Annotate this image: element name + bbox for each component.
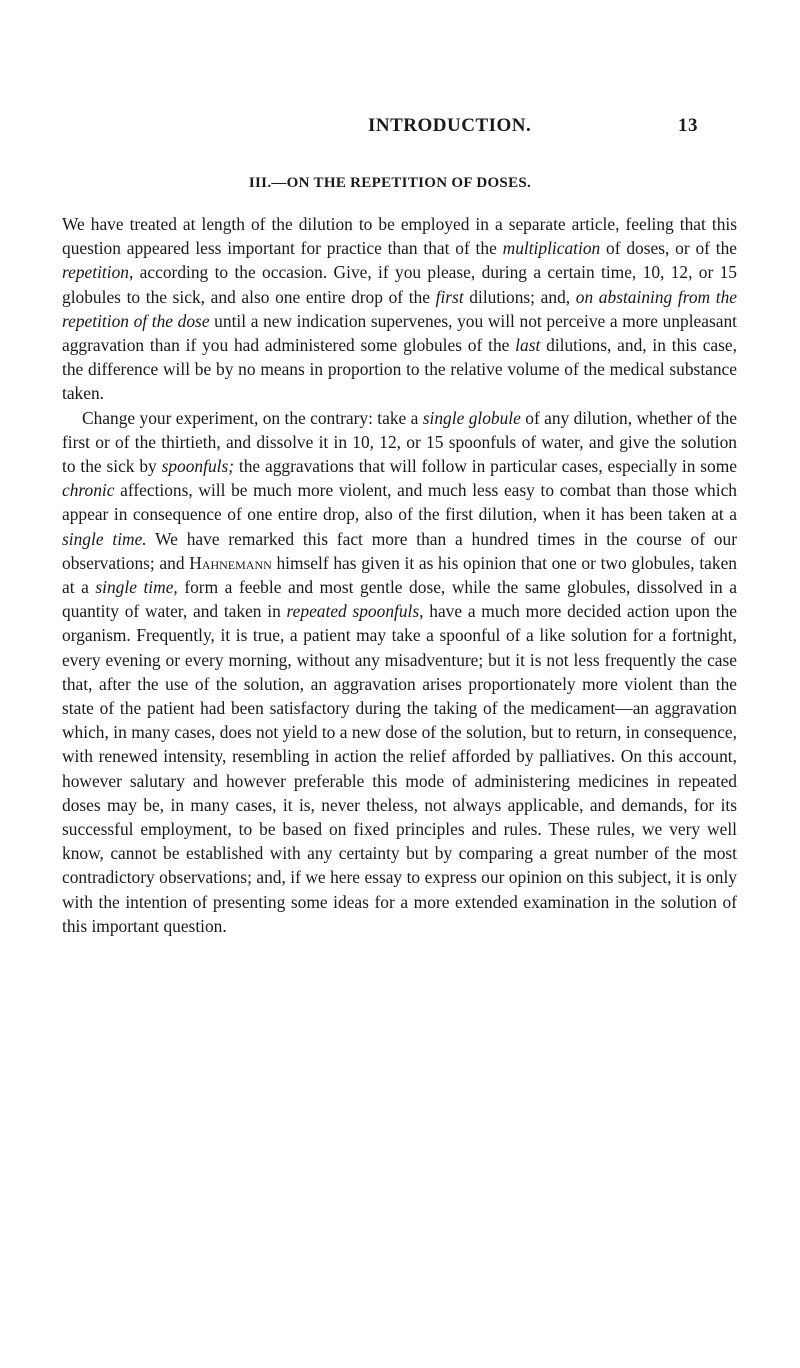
italic-text: spoonfuls; — [161, 456, 235, 477]
italic-text: single time. — [62, 528, 147, 549]
text-run: We have treated at length of the dilution to be employed in a separate article, feeling that this question appeared less important for practice than that of the — [62, 214, 737, 259]
text-run: Change your experiment, on the contrary: take a — [82, 407, 423, 428]
text-run: until a new indication supervenes, you will not perceive a more unpleasant aggravation than if you had administered some globules of the — [62, 310, 737, 356]
text-run: form a feeble and most gentle dose, while the same globules, dissolved in a quantity of water, and taken in — [62, 577, 737, 622]
text-run: the aggravations that will follow in particular cases, especially in some — [234, 456, 737, 477]
paragraph — [62, 212, 737, 406]
text-run: , according to the occasion. Give, if you please, during a certain time, 10, 12, or 15 globules to the sick, and also one entire drop of the — [62, 262, 737, 307]
text-run: We have remarked this fact more than a hundred times in the course of our observations; and — [62, 528, 737, 573]
text-run: of doses, or of the — [600, 238, 738, 259]
body-text — [62, 212, 737, 938]
italic-text: chronic — [62, 480, 115, 501]
text-run: dilutions; and, — [463, 286, 576, 307]
page-number: 13 — [678, 115, 698, 136]
text-run: dilutions, and, in this case, the difference will be by no means in proportion to the relative volume of the medical substance taken. — [62, 335, 737, 404]
section-heading: III.—ON THE REPETITION OF DOSES. — [248, 175, 532, 191]
italic-text: single globule — [422, 407, 521, 428]
text-run: himself has given it as his opinion that one or two globules, taken at a — [62, 552, 737, 598]
running-title: INTRODUCTION. — [368, 115, 532, 136]
text-run: affections, will be much more violent, and much less easy to combat than those which appear in consequence of one entire drop, also of the first dilution, when it has been taken at a — [62, 480, 737, 525]
author-name: Hahnemann — [189, 552, 272, 573]
running-head — [368, 115, 698, 141]
italic-text: multiplication — [502, 238, 601, 259]
text-run: of any dilution, whether of the first or of the thirtieth, and dissolve it in 10, 12, or 15 spoonfuls of water, and give the solution to the sick by — [62, 407, 737, 477]
italic-text: repetition — [62, 262, 129, 283]
italic-text: on abstaining from the repetition of the dose — [62, 286, 737, 331]
text-run: have a much more decided action upon the organism. Frequently, it is true, a patient may take a spoonful of a like solution for a fortnight, every evening or every morning, without any misadventure; but it is not less frequently the case that, after the use of the solution, an aggravation arises proportionately more violent than the state of the patient had been satisfactory during the taking of the medicament—an aggravation which, in many cases, does not yield to a new dose of the solution, but to return, in consequence, with renewed intensity, resembling in action the relief afforded by palliatives. On this account, however salutary and however preferable this mode of administering medicines in repeated doses may be, in many cases, it is, never theless, not always applicable, and demands, for its successful employment, to be based on fixed principles and rules. These rules, we very well know, cannot be established with any certainty but by comparing a great number of the most contradictory observations; and, if we here essay to express our opinion on this subject, it is only with the intention of presenting some ideas for a more extended examination in the solution of this important question. — [62, 601, 737, 936]
italic-text: first — [435, 286, 464, 307]
italic-text: repeated spoonfuls, — [286, 601, 424, 622]
italic-text: single time, — [95, 577, 178, 598]
italic-text: last — [515, 335, 541, 356]
paragraph — [62, 406, 737, 938]
